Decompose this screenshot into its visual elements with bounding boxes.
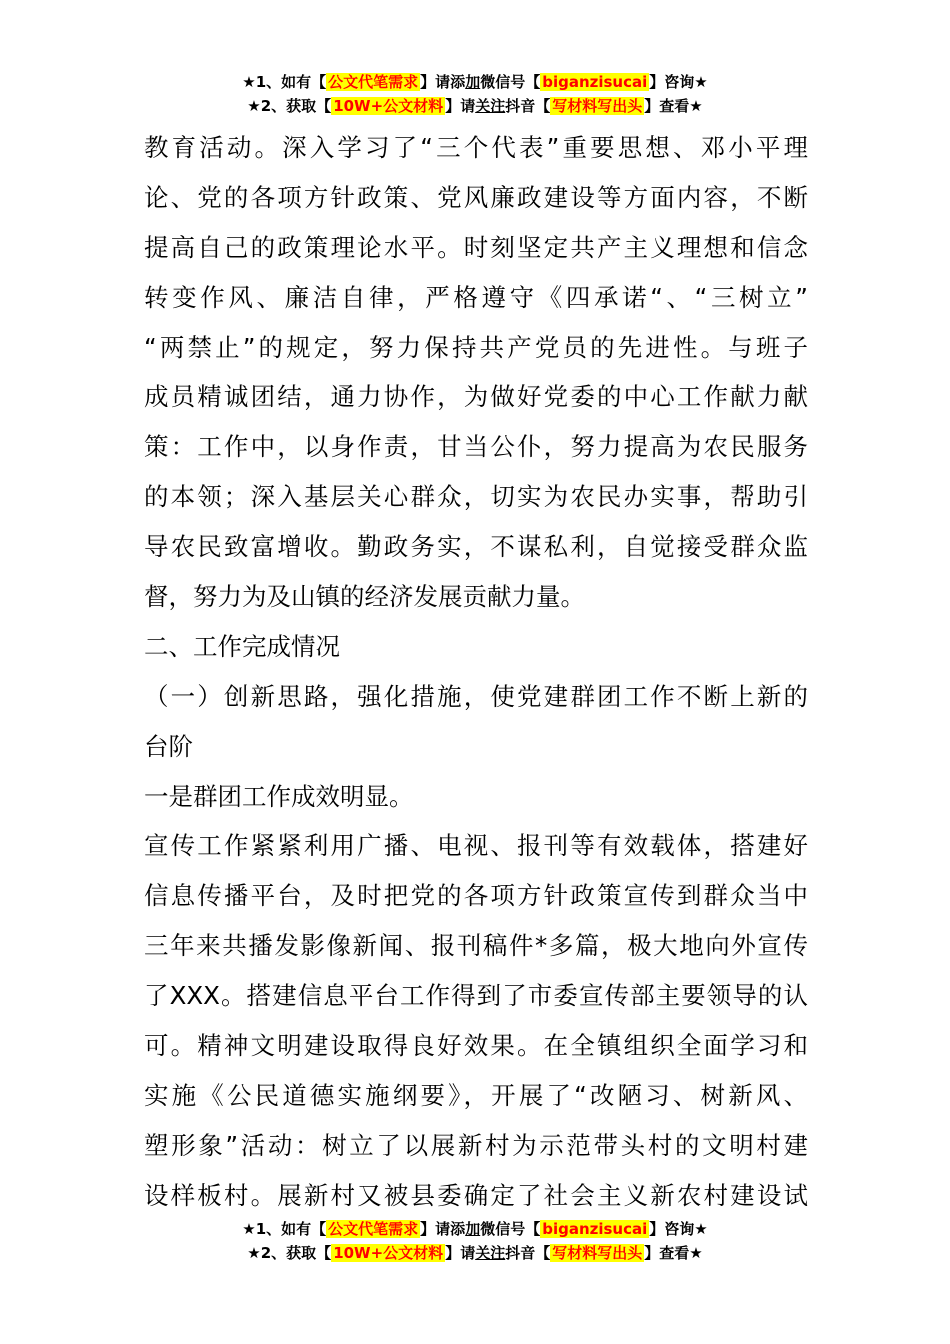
banner-text: 】查看★	[644, 1244, 703, 1262]
banner-text: 抖音【	[505, 1244, 551, 1262]
banner-text: 】请	[445, 97, 476, 115]
banner-text: 】咨询★	[649, 1220, 708, 1238]
body-line: 策：工作中，以身作责，甘当公仆，努力提高为农民服务	[144, 432, 808, 462]
banner-highlight: biganzisucai	[542, 73, 648, 91]
subsection-heading: （一）创新思路，强化措施，使党建群团工作不断上新的	[144, 681, 808, 711]
banner-text: 】咨询★	[649, 73, 708, 91]
body-line: 的本领；深入基层关心群众，切实为农民办实事，帮助引	[144, 482, 808, 512]
body-line: 教育活动。深入学习了“三个代表”重要思想、邓小平理	[144, 133, 808, 162]
body-line: “两禁止”的规定，努力保持共产党员的先进性。与班子	[144, 332, 808, 362]
body-line: 可。精神文明建设取得良好效果。在全镇组织全面学习和	[144, 1031, 808, 1061]
body-line: 论、党的各项方针政策、党风廉政建设等方面内容，不断	[144, 182, 808, 212]
item-heading: 一是群团工作成效明显。	[144, 781, 414, 811]
document-body	[144, 123, 808, 1221]
banner-text: ★1、如有【	[242, 73, 327, 91]
banner-text: 关注	[475, 97, 506, 115]
banner-text: 】请添	[420, 1220, 466, 1238]
banner-line-2	[0, 1241, 950, 1265]
banner-highlight: 10W+公文材料	[333, 97, 444, 115]
body-line: 转变作风、廉洁自律，严格遵守《四承诺“、“三树立”	[144, 282, 808, 312]
banner-text: 】请添	[420, 73, 466, 91]
banner-text: 微信号【	[480, 73, 541, 91]
subsection-heading-cont: 台阶	[144, 731, 193, 761]
body-line: 成员精诚团结，通力协作，为做好党委的中心工作献力献	[144, 382, 808, 412]
banner-text: 关注	[475, 1244, 506, 1262]
banner-highlight: 公文代笔需求	[328, 1220, 419, 1238]
banner-text: 加	[465, 73, 481, 91]
banner-line-2	[0, 94, 950, 118]
body-line: 信息传播平台，及时把党的各项方针政策宣传到群众当中	[144, 881, 808, 911]
banner-line-1	[0, 70, 950, 94]
body-line: 督，努力为及山镇的经济发展贡献力量。	[144, 582, 585, 612]
banner-text: 】请	[445, 1244, 476, 1262]
banner-highlight: biganzisucai	[542, 1220, 648, 1238]
banner-highlight: 10W+公文材料	[333, 1244, 444, 1262]
banner-line-1	[0, 1217, 950, 1241]
banner-text: ★1、如有【	[242, 1220, 327, 1238]
section-heading: 二、工作完成情况	[144, 631, 340, 661]
body-line: 塑形象”活动：树立了以展新村为示范带头村的文明村建	[144, 1130, 808, 1160]
banner-text: 】查看★	[644, 97, 703, 115]
banner-text: ★2、获取【	[247, 97, 332, 115]
banner-highlight: 写材料写出头	[552, 97, 643, 115]
banner-text: 微信号【	[480, 1220, 541, 1238]
footer-banner	[0, 1217, 950, 1265]
banner-text: 抖音【	[505, 97, 551, 115]
body-line: 三年来共播发影像新闻、报刊稿件*多篇，极大地向外宣传	[144, 931, 808, 961]
body-line: 提高自己的政策理论水平。时刻坚定共产主义理想和信念	[144, 232, 808, 262]
banner-highlight: 公文代笔需求	[328, 73, 419, 91]
body-line: 了XXX。搭建信息平台工作得到了市委宣传部主要领导的认	[144, 981, 808, 1011]
banner-text: ★2、获取【	[247, 1244, 332, 1262]
header-banner	[0, 70, 950, 118]
banner-text: 加	[465, 1220, 481, 1238]
banner-highlight: 写材料写出头	[552, 1244, 643, 1262]
body-line: 导农民致富增收。勤政务实，不谋私利，自觉接受群众监	[144, 532, 808, 562]
body-line: 设样板村。展新村又被县委确定了社会主义新农村建设试	[144, 1180, 808, 1210]
body-line: 宣传工作紧紧利用广播、电视、报刊等有效载体，搭建好	[144, 831, 808, 861]
body-line: 实施《公民道德实施纲要》，开展了“改陋习、树新风、	[144, 1080, 808, 1110]
